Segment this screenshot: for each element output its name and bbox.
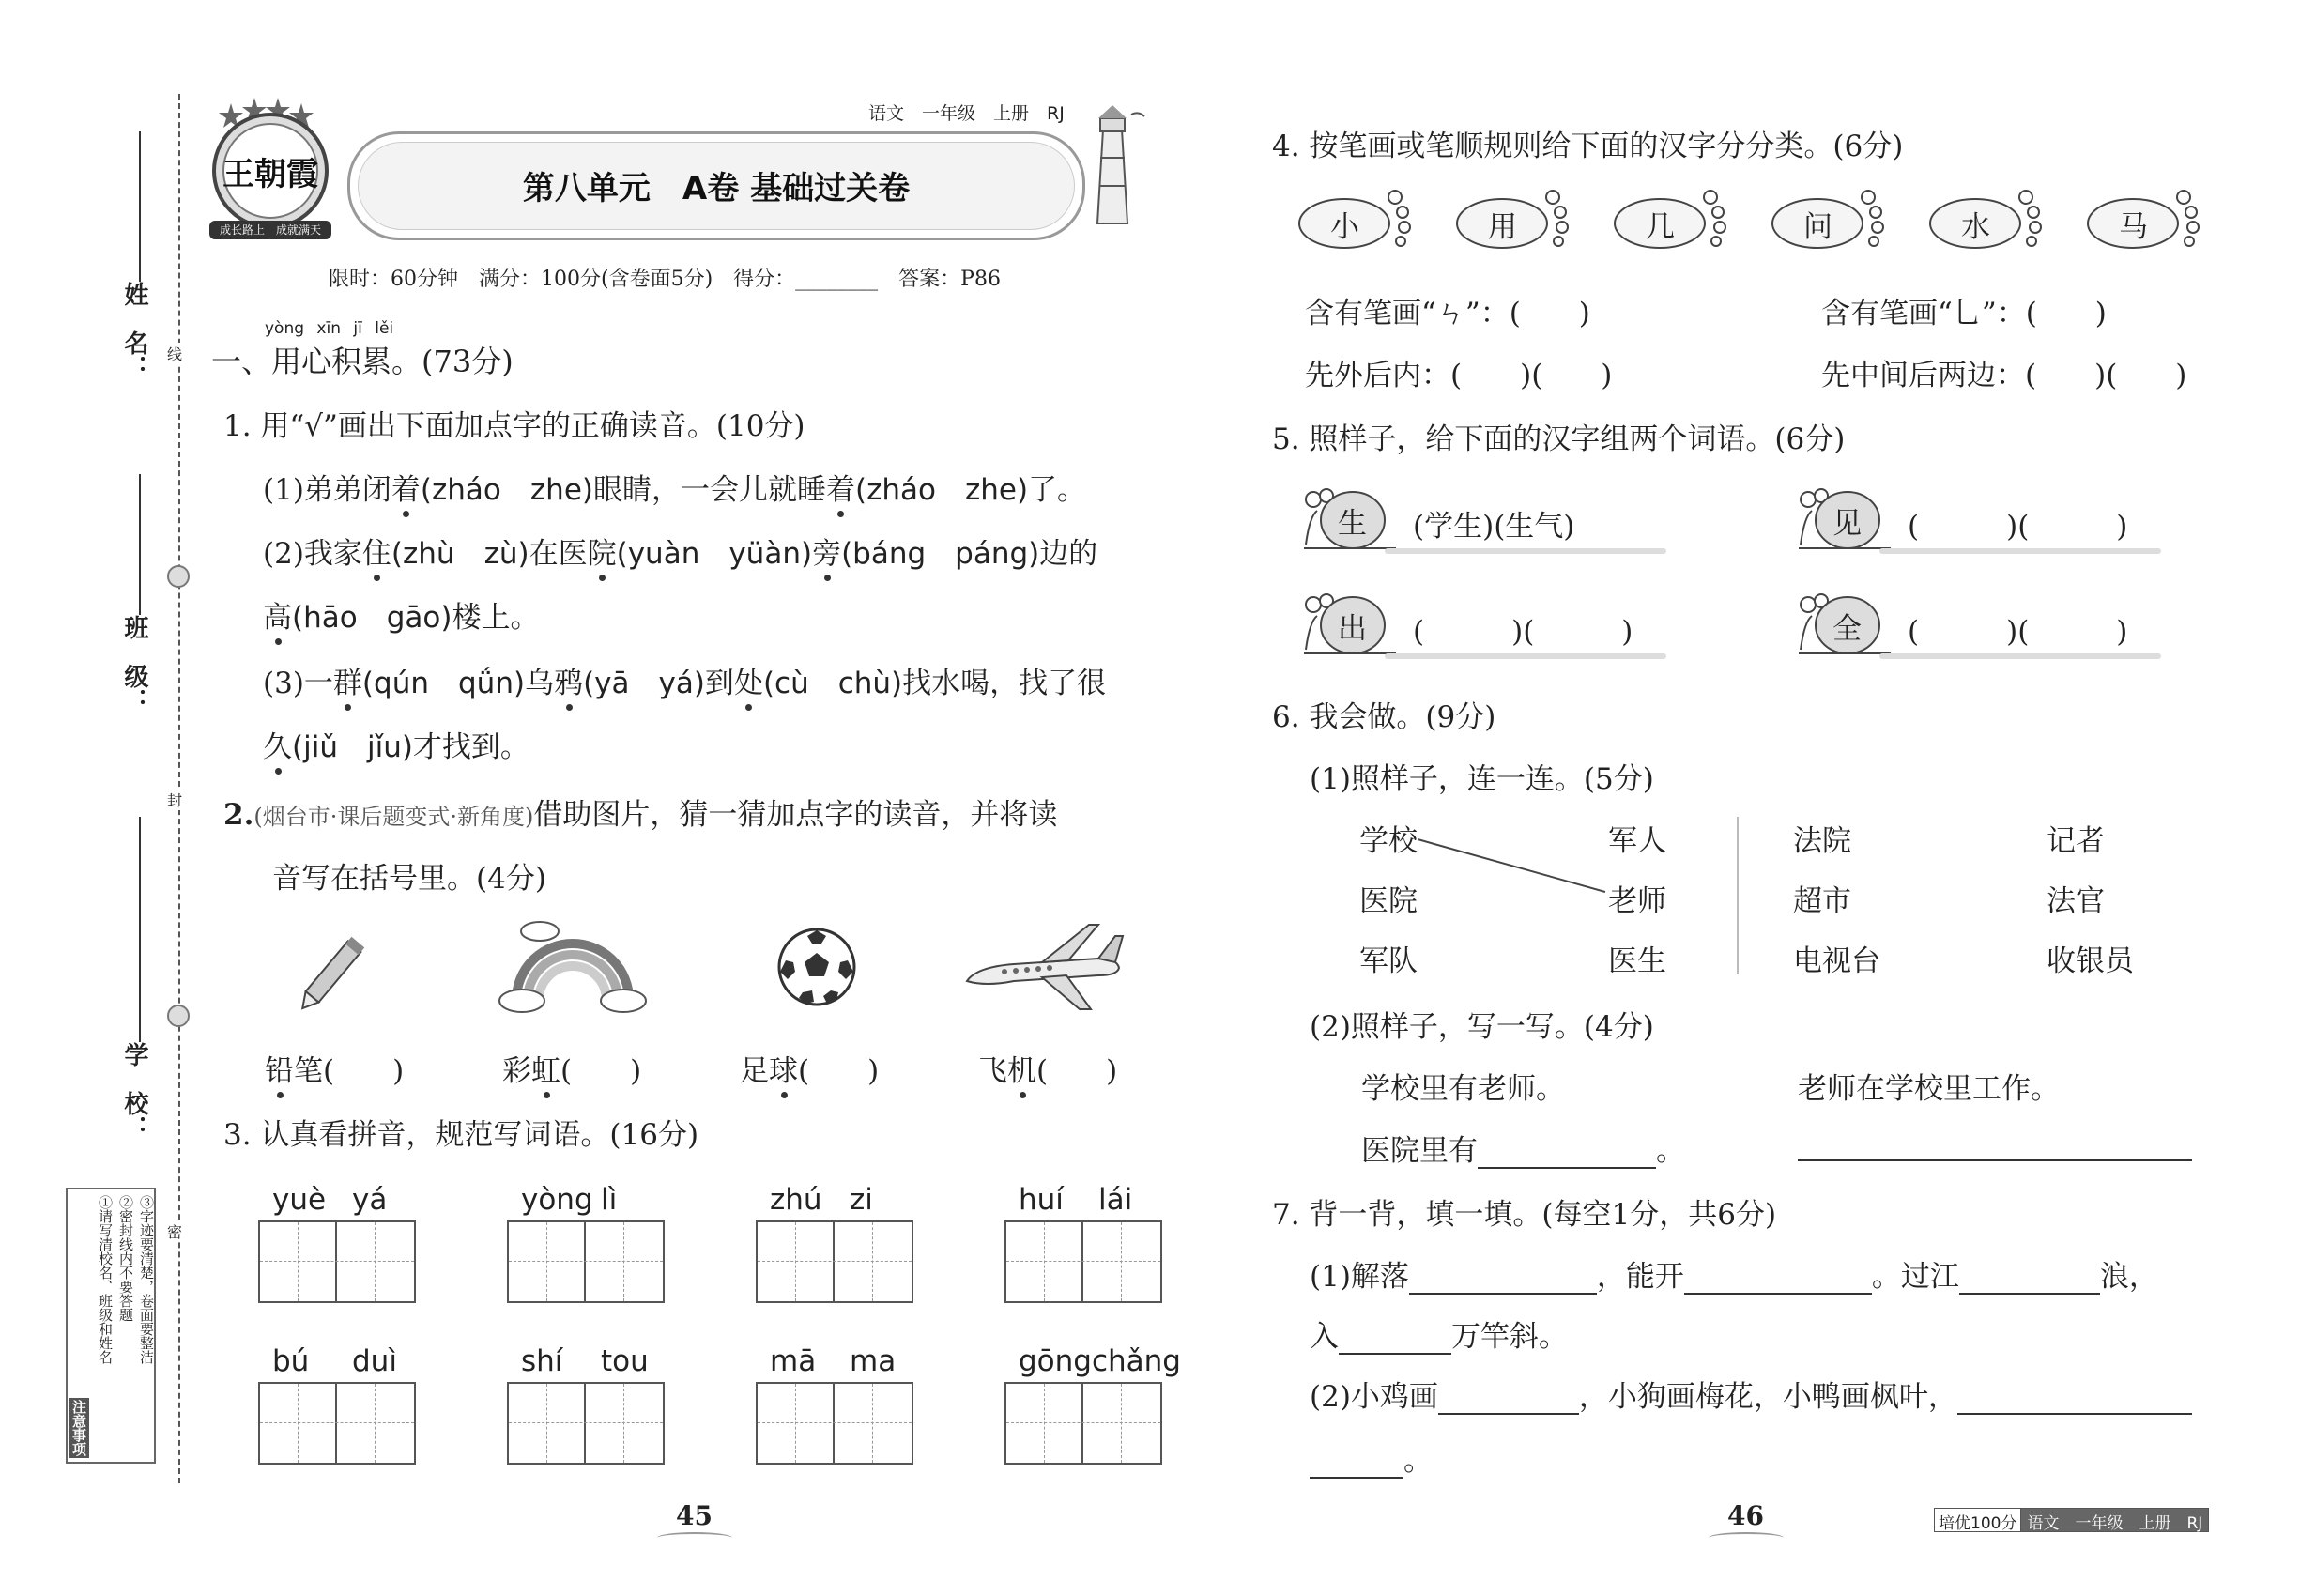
notes-box [66,1188,156,1464]
q2-item: 飞机( ) [978,1047,1117,1089]
q3-pinyin: yòng [521,1183,593,1217]
school-label: 学 校： [120,1042,148,1140]
shadow-line [1385,653,1666,659]
q4-char: 水 [1961,210,1990,244]
q6-match-word[interactable]: 超市 [1793,884,1851,918]
page-number-left: 45 [676,1500,713,1531]
footprint-char-box [1771,186,1893,255]
q6-match-word[interactable]: 法官 [2047,884,2105,918]
q6-example1: 学校里有老师。 [1361,1072,1565,1106]
answer-blank[interactable] [1959,1266,2100,1295]
shadow-line [1385,548,1666,554]
q4-char: 小 [1330,210,1359,244]
q3-writing-grid[interactable] [258,1382,416,1465]
soccer-ball-icon [774,925,859,1009]
answer-blank[interactable] [1957,1387,2192,1415]
snail-icon [1300,584,1399,659]
q1-line4: (3)一群(qún qǘn)乌鸦(yā yá)到处(cù chù)找水喝，找了很 [263,659,1106,701]
q4-title: 4. 按笔画或笔顺规则给下面的汉字分分类。(6分) [1272,130,1904,163]
q4-row2-right: 先中间后两边：( )( ) [1821,359,2187,392]
q6-prompt: 医院里有 。 [1361,1134,1685,1168]
q3-pinyin-2: yá [352,1183,388,1217]
rainbow-icon [498,911,648,1014]
snail-icon [1795,479,1894,554]
q3-pinyin-2: lì [601,1183,618,1217]
footer-brand: 培优100分 语文 一年级 上册 RJ [1934,1508,2209,1532]
q4-row2-left: 先外后内：( )( ) [1305,359,1613,392]
q1-line1: (1)弟弟闭着(zháo zhe)眼睛，一会儿就睡着(zháo zhe)了。 [263,466,1086,508]
airplane-icon [958,915,1127,1019]
q3-writing-grid[interactable] [756,1220,913,1303]
footprint-char-box [1928,186,2050,255]
footprint-char-box [2086,186,2208,255]
answer-blank[interactable] [1438,1387,1579,1415]
footprint-char-box [1455,186,1577,255]
q2-item: 足球( ) [740,1047,879,1089]
q2-item: 铅笔( ) [265,1047,404,1089]
q6-match-word[interactable]: 电视台 [1793,944,1880,978]
q6-match-word[interactable]: 军人 [1608,824,1666,858]
answer-blank[interactable] [1310,1450,1403,1479]
example-connect-line [1418,837,1605,894]
q7-line2: 入 万竿斜。 [1310,1320,1568,1354]
binding-strip [56,94,188,1502]
q4-row1-left: 含有笔画“ㄣ”：( ) [1305,297,1590,330]
q6-sub2: (2)照样子，写一写。(4分) [1310,1010,1654,1044]
wave-icon [657,1532,732,1543]
q5-char: 生 [1338,507,1367,541]
brand-logo [200,94,341,244]
shadow-line [1879,548,2161,554]
q5-char: 出 [1338,612,1367,646]
gear-icon [167,565,190,588]
footprint-char-box [1613,186,1735,255]
q2-line2: 音写在括号里。(4分) [272,862,546,896]
seal-mark-3: 密 [167,1220,182,1242]
q6-match-word[interactable]: 老师 [1608,884,1666,918]
answer-line[interactable] [1798,1159,2192,1161]
q3-writing-grid[interactable] [258,1220,416,1303]
q6-match-word[interactable]: 军队 [1359,944,1418,978]
q3-pinyin: gōngchǎng [1019,1344,1181,1378]
q3-pinyin: huí [1019,1183,1064,1217]
q6-example2: 老师在学校里工作。 [1798,1072,2060,1106]
notes-title: 注意事项 [70,1400,87,1456]
answer-blank[interactable] [1339,1327,1451,1355]
notes-item: ②密封线内不要答题 [117,1195,134,1322]
q1-title: 1. 用“√”画出下面加点字的正确读音。(10分) [223,409,805,443]
q6-title: 6. 我会做。(9分) [1272,700,1496,734]
q6-match-word[interactable]: 收银员 [2047,944,2134,978]
q4-char: 用 [1488,210,1517,244]
q1-line3: 高(hāo gāo)楼上。 [263,593,539,636]
section1-title: 一、用心积累。(73分) [211,344,514,379]
answer-blank[interactable] [1478,1141,1656,1169]
footprint-char-box [1297,186,1419,255]
answer-blank[interactable] [1409,1266,1597,1295]
seal-mark-1: 线 [167,343,182,364]
title-banner [347,131,1085,240]
q3-pinyin-2: duì [352,1344,397,1378]
logo-slogan: 成长路上 成就满天 [219,223,321,237]
q6-sub1: (1)照样子，连一连。(5分) [1310,762,1654,796]
school-line [139,817,141,1042]
snail-icon [1795,584,1894,659]
page-title: 第八单元 A卷 基础过关卷 [522,170,911,207]
wave-icon [1709,1532,1784,1543]
q2-item: 彩虹( ) [502,1047,641,1089]
class-line [139,474,141,615]
pencil-icon [282,929,385,1014]
q7-line3: (2)小鸡画 ，小狗画梅花，小鸭画枫叶， [1310,1373,2192,1415]
q3-writing-grid[interactable] [1004,1382,1162,1465]
q5-char: 见 [1832,507,1862,541]
notes-item: ①请写清校名、班级和姓名 [97,1195,114,1364]
q3-pinyin-2: zi [850,1183,873,1217]
lighthouse-icon [1075,101,1150,233]
q3-pinyin-2: ma [850,1344,897,1378]
page-number-right: 46 [1727,1500,1764,1531]
q6-match-word[interactable]: 医生 [1608,944,1666,978]
class-label: 班 级： [120,615,148,713]
gear-icon [167,1005,190,1027]
q3-writing-grid[interactable] [756,1382,913,1465]
q2-line1: 2.(烟台市·课后题变式·新角度)借助图片，猜一猜加点字的读音，并将读 [223,798,1058,832]
q7-line1: (1)解落 ，能开 。过江 浪， [1310,1260,2158,1294]
q5-answer[interactable]: ( )( ) [1908,615,2128,649]
q3-pinyin-2: tou [601,1344,649,1378]
q7-title: 7. 背一背，填一填。(每空1分，共6分) [1272,1198,1777,1232]
divider [1737,817,1739,974]
q4-char: 几 [1646,210,1675,244]
q6-match-word[interactable]: 学校 [1359,824,1418,858]
q3-writing-grid[interactable] [507,1220,665,1303]
q1-line2: (2)我家住(zhù zù)在医院(yuàn yüàn)旁(báng páng)边的 [263,529,1097,572]
q5-title: 5. 照样子，给下面的汉字组两个词语。(6分) [1272,422,1846,456]
q3-pinyin: yuè [272,1183,327,1217]
q3-title: 3. 认真看拼音，规范写词语。(16分) [223,1118,699,1152]
subject-line: 语文 一年级 上册 RJ [868,103,1065,124]
name-label: 姓 名： [120,282,148,379]
q4-char: 马 [2119,210,2148,244]
q4-char: 问 [1803,210,1832,244]
q1-line5: 久(jiǔ jǐu)才找到。 [263,723,529,765]
q3-pinyin: mā [770,1344,817,1378]
q6-match-word[interactable]: 记者 [2047,824,2105,858]
q3-pinyin: shí [521,1344,563,1378]
q4-row1-right: 含有笔画“乚”：( ) [1821,297,2107,330]
q5-answer[interactable]: ( )( ) [1413,615,1633,649]
shadow-line [1879,653,2161,659]
q5-answer[interactable]: ( )( ) [1908,510,2128,544]
answer-blank[interactable] [1684,1266,1872,1295]
q3-pinyin: bú [272,1344,310,1378]
q3-pinyin-2: lái [1098,1183,1133,1217]
q3-writing-grid[interactable] [1004,1220,1162,1303]
snail-icon [1300,479,1399,554]
name-line [139,131,141,282]
section1-pinyin: yòng xīn jī lěi [265,319,394,338]
q5-char: 全 [1832,612,1862,646]
logo-name: 王朝霞 [222,156,318,193]
notes-item: ③字迹要清楚，卷面要整洁 [138,1195,155,1364]
seal-mark-2: 封 [167,789,182,810]
q3-writing-grid[interactable] [507,1382,665,1465]
q7-line4: 。 [1310,1436,1433,1479]
info-line: 限时：60分钟 满分：100分(含卷面5分) 得分：________ 答案：P86 [329,268,1001,291]
q6-match-word[interactable]: 法院 [1793,824,1851,858]
q3-pinyin: zhú [770,1183,822,1217]
q6-match-word[interactable]: 医院 [1359,884,1418,918]
q5-answer[interactable]: (学生)(生气) [1413,510,1575,544]
